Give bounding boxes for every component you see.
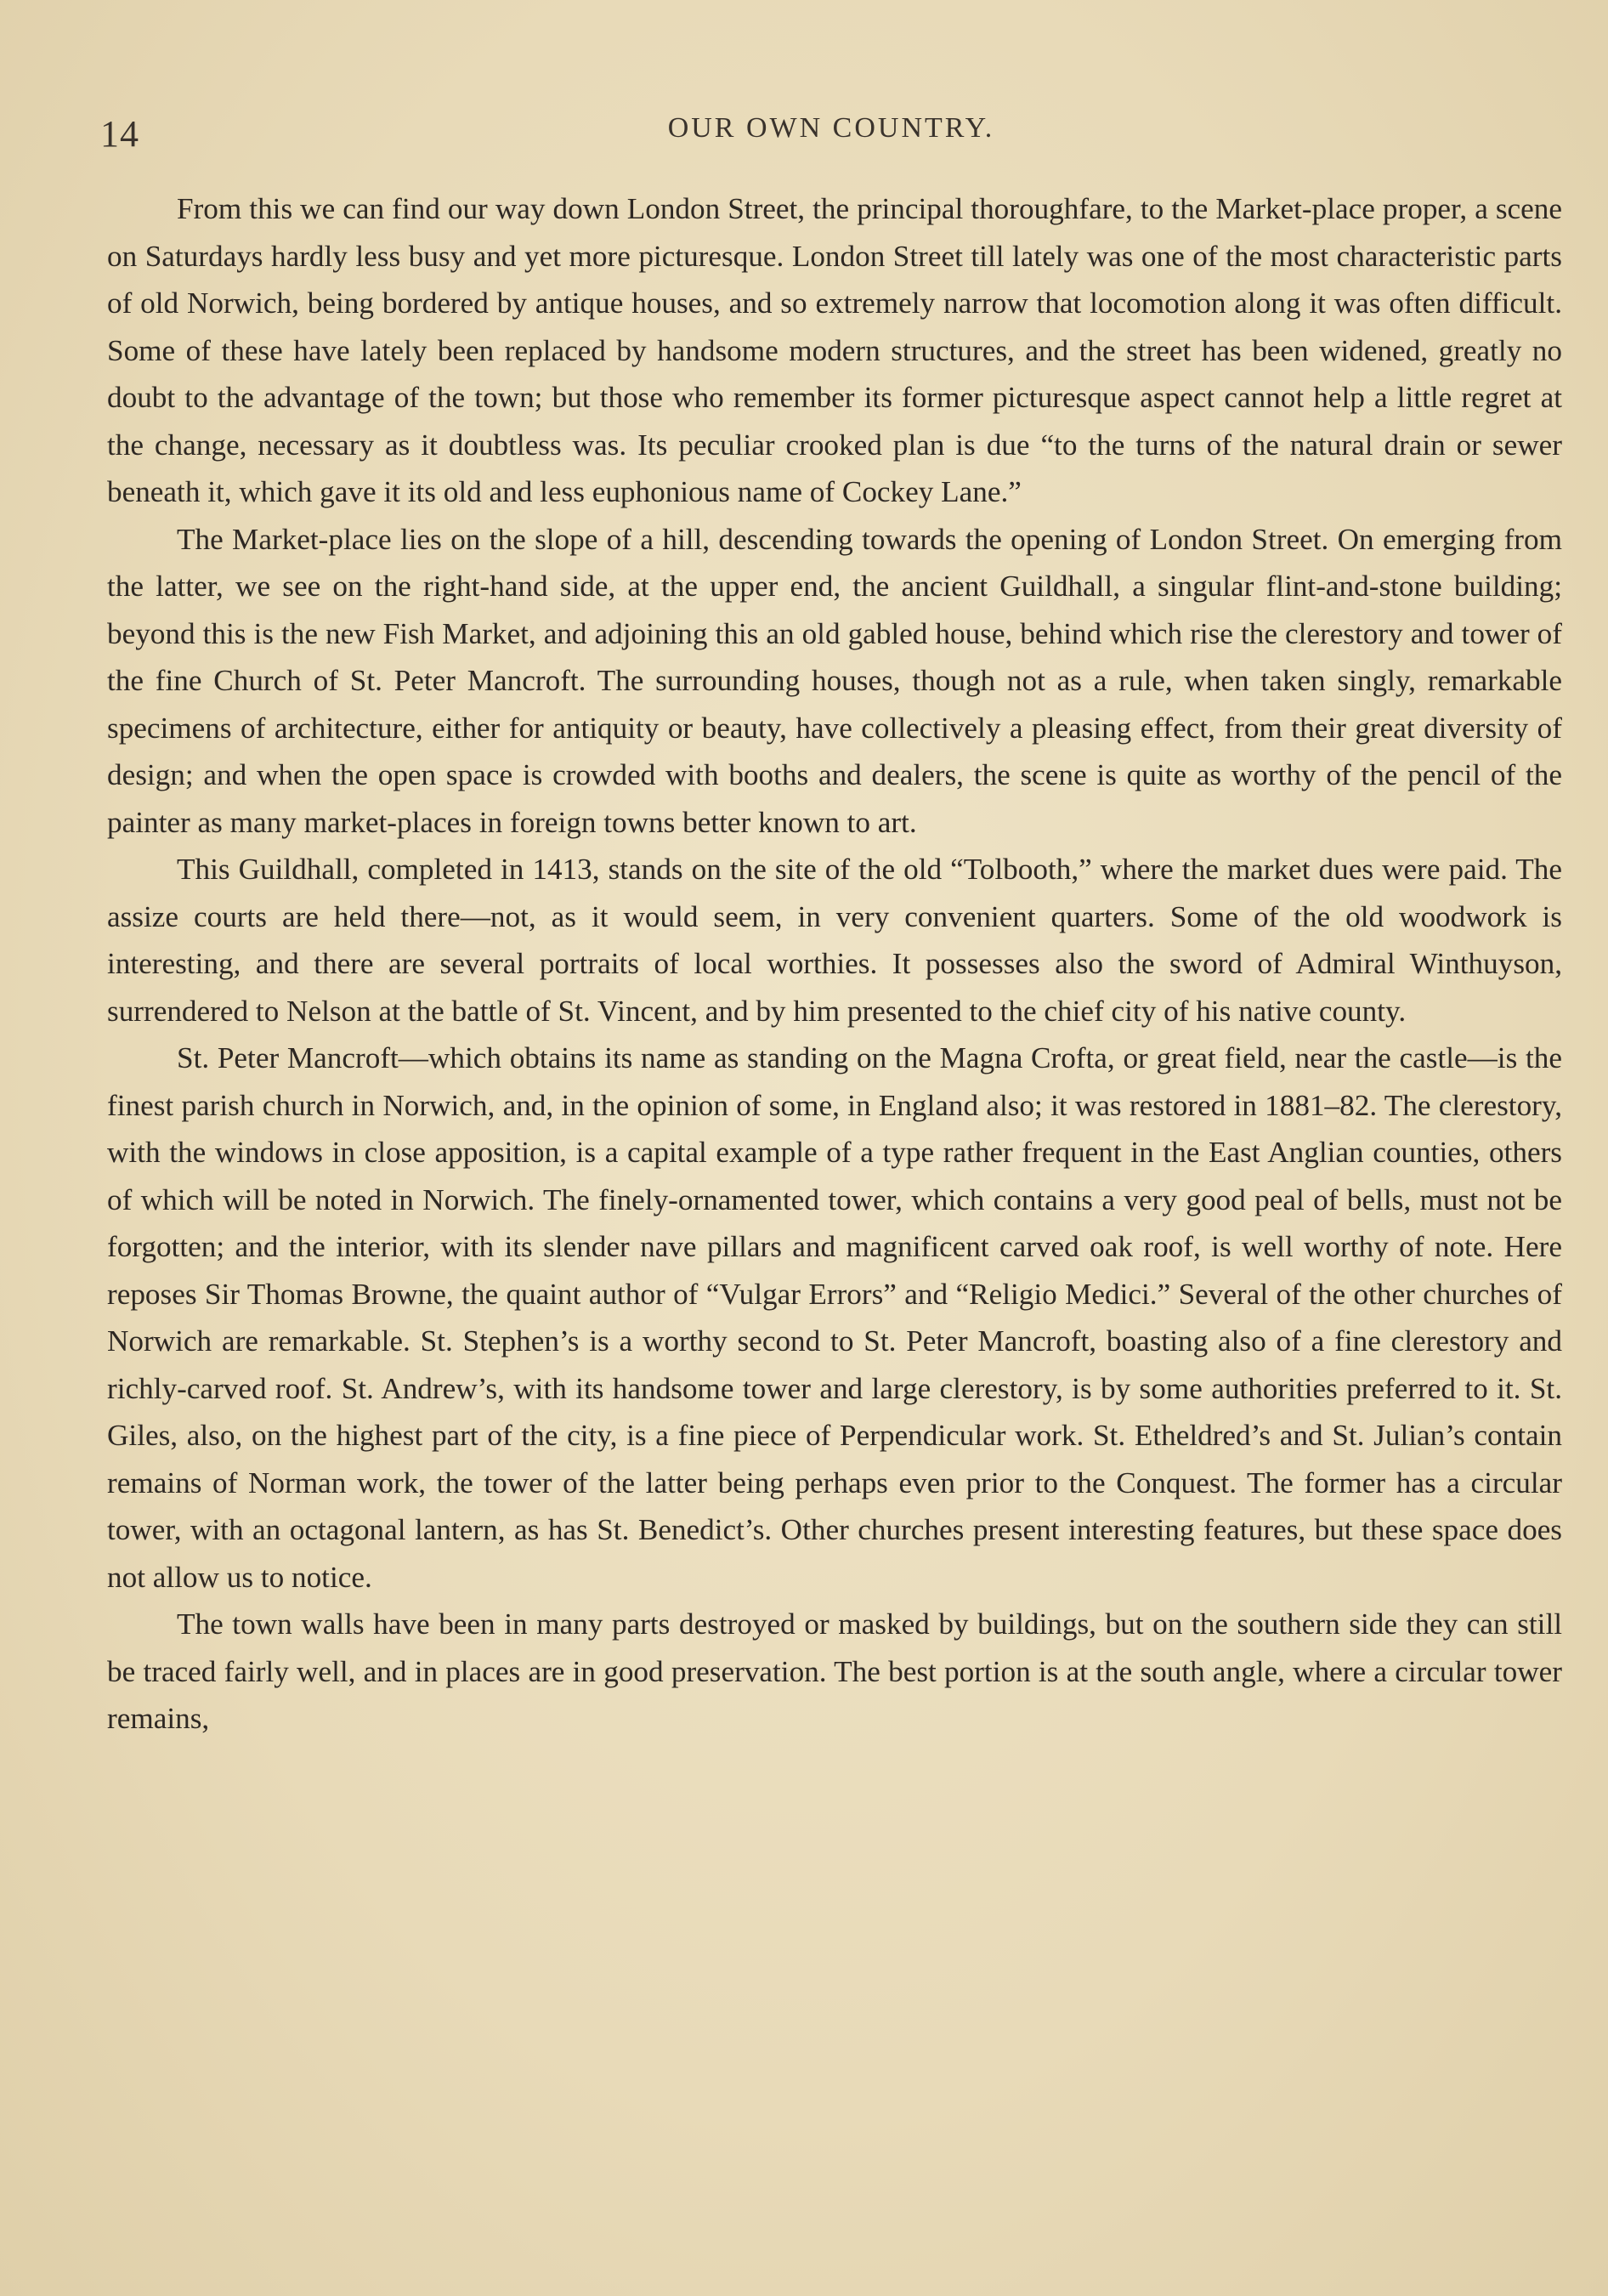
body-text (107, 185, 1562, 1743)
paragraph: From this we can find our way down London Street, the principal thoroughfare, to the Market-place proper, a scene on Saturdays hardly less busy and yet more picturesque. London Street till lately was one of the most characteristic parts of old Norwich, being bordered by antique houses, and so extremely narrow that locomotion along it was often difficult. Some of these have lately been replaced by handsome modern structures, and the street has been widened, greatly no doubt to the advantage of the town; but those who remember its former picturesque aspect cannot help a little regret at the change, necessary as it doubtless was. Its peculiar crooked plan is due “to the turns of the natural drain or sewer beneath it, which gave it its old and less euphonious name of Cockey Lane.” (107, 192, 1562, 508)
paragraph: The town walls have been in many parts destroyed or masked by buildings, but on the southern side they can still be traced fairly well, and in places are in good preservation. The best portion is at the south angle, where a circular tower remains, (107, 1607, 1562, 1735)
paragraph: The Market-place lies on the slope of a hill, descending towards the opening of London Street. On emerging from the latter, we see on the right-hand side, at the upper end, the ancient Guildhall, a singular flint-and-stone building; beyond this is the new Fish Market, and adjoining this an old gabled house, behind which rise the clerestory and tower of the fine Church of St. Peter Mancroft. The surrounding houses, though not as a rule, when taken singly, remarkable specimens of architecture, either for antiquity or beauty, have collectively a pleasing effect, from their great diversity of design; and when the open space is crowded with booths and dealers, the scene is quite as worthy of the pencil of the painter as many market-places in foreign towns better known to art. (107, 522, 1562, 839)
page-number: 14 (100, 113, 139, 155)
paragraph: This Guildhall, completed in 1413, stands on the site of the old “Tolbooth,” where the market dues were paid. The assize courts are held there—not, as it would seem, in very convenient quarters. Some of the old woodwork is interesting, and there are several portraits of local worthies. It possesses also the sword of Admiral Winthuyson, surrendered to Nelson at the battle of St. Vincent, and by him presented to the chief city of his native county. (107, 853, 1562, 1028)
page-header (100, 112, 1562, 163)
paragraph: St. Peter Mancroft—which obtains its name as standing on the Magna Crofta, or great field, near the castle—is the finest parish church in Norwich, and, in the opinion of some, in England also; it was restored in 1881–82. The clerestory, with the windows in close apposition, is a capital example of a type rather frequent in the East Anglian counties, others of which will be noted in Norwich. The finely-ornamented tower, which contains a very good peal of bells, must not be forgotten; and the interior, with its slender nave pillars and magnificent carved oak roof, is well worthy of note. Here reposes Sir Thomas Browne, the quaint author of “Vulgar Errors” and “Religio Medici.” Several of the other churches of Norwich are remarkable. St. Stephen’s is a worthy second to St. Peter Mancroft, boasting also of a fine clerestory and richly-carved roof. St. Andrew’s, with its handsome tower and large clerestory, is by some authorities preferred to it. St. Giles, also, on the highest part of the city, is a fine piece of Perpendicular work. St. Etheldred’s and St. Julian’s contain remains of Norman work, the tower of the latter being perhaps even prior to the Conquest. The former has a circular tower, with an octagonal lantern, as has St. Benedict’s. Other churches present interesting features, but these space does not allow us to notice. (107, 1041, 1562, 1594)
running-title: OUR OWN COUNTRY. (667, 112, 995, 144)
